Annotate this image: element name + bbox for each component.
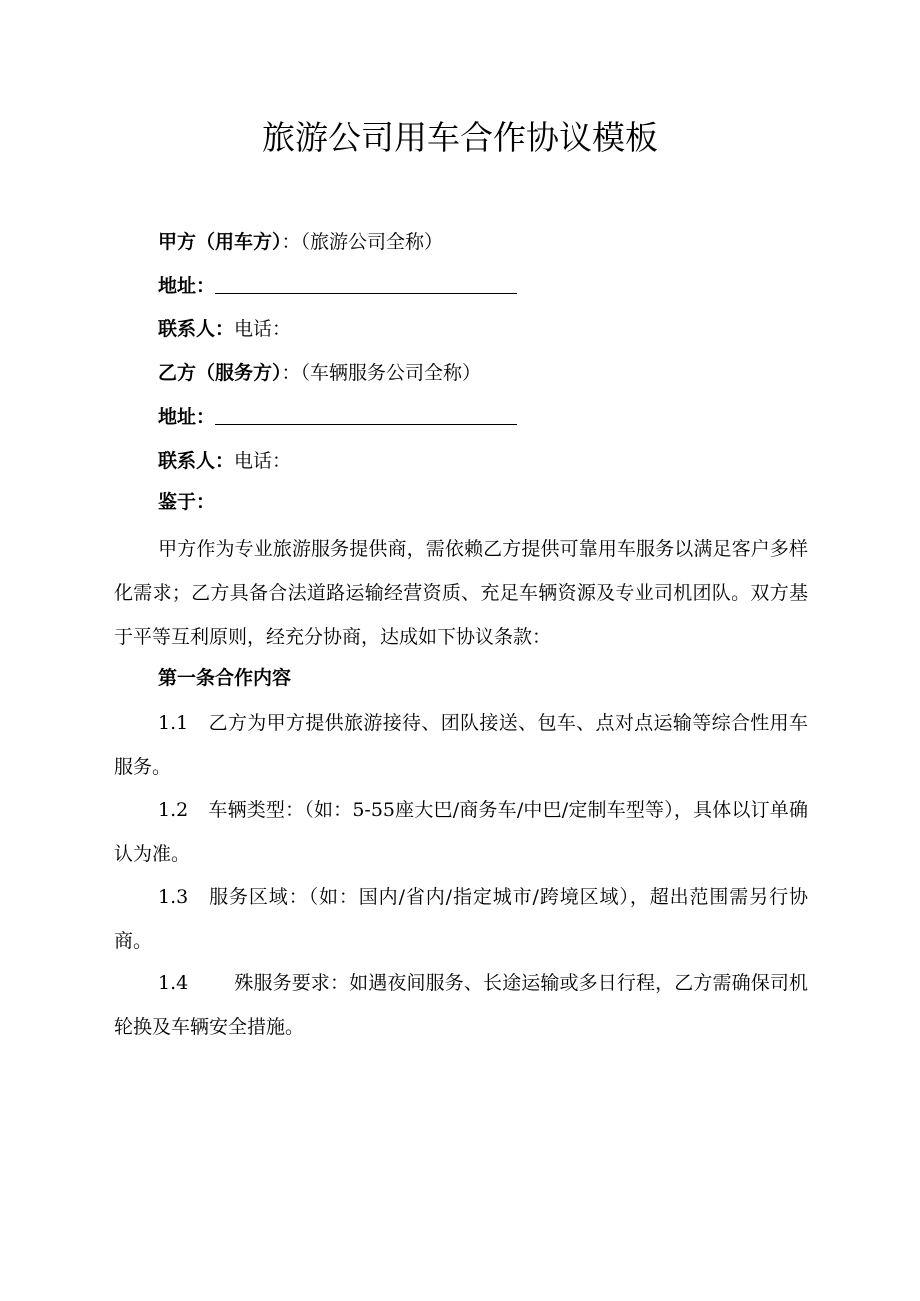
item-text: 殊服务要求：如遇夜间服务、长途运输或多日行程，乙方需确保司机轮换及车辆安全措施。 [114,972,808,1038]
party-b-line [158,358,481,388]
article-1-item-3 [114,875,808,963]
party-b-label: 乙方（服务方） [158,362,282,384]
party-a-contact-label: 联系人： [158,318,235,340]
item-number: 1.2 [158,799,189,821]
party-a-address-blank [215,273,517,294]
article-1-item-4 [114,961,808,1049]
item-number: 1.1 [158,712,189,734]
item-text: 车辆类型：（如：5-55座大巴/商务车/中巴/定制车型等），具体以订单确认为准。 [114,799,808,865]
party-a-contact-line [158,314,291,344]
party-b-value: （车辆服务公司全称） [300,362,482,384]
item-number: 1.4 [158,972,189,994]
party-b-phone-label: 电话： [234,450,292,472]
party-a-address-line [158,271,517,301]
party-b-address-line [158,402,517,432]
party-a-address-label: 地址： [158,275,216,297]
party-b-contact-line [158,446,291,476]
article-1-title: 第一条合作内容 [158,667,292,689]
document-title: 旅游公司用车合作协议模板 [262,118,658,157]
party-a-phone-label: 电话： [234,318,292,340]
item-number: 1.3 [158,886,189,908]
party-b-address-blank [215,404,517,425]
party-a-line [158,227,443,257]
party-b-contact-label: 联系人： [158,450,235,472]
whereas-label: 鉴于： [158,491,216,513]
item-text: 服务区域：（如：国内/省内/指定城市/跨境区域），超出范围需另行协商。 [114,886,808,952]
party-a-value: （旅游公司全称） [300,231,444,253]
article-1-item-1 [114,701,808,789]
preamble-text: 甲方作为专业旅游服务提供商，需依赖乙方提供可靠用车服务以满足客户多样化需求；乙方具备合法道路运输经营资质、充足车辆资源及专业司机团队。双方基于平等互利原则，经充分协商，达成如下协议条款： [114,538,808,648]
item-text: 乙方为甲方提供旅游接待、团队接送、包车、点对点运输等综合性用车服务。 [114,712,808,778]
party-b-address-label: 地址： [158,406,216,428]
preamble-paragraph [114,527,808,659]
party-b-colon: ： [281,362,301,384]
party-a-label: 甲方（用车方） [158,231,282,253]
article-1-item-2 [114,788,808,876]
party-a-colon: ： [281,231,301,253]
